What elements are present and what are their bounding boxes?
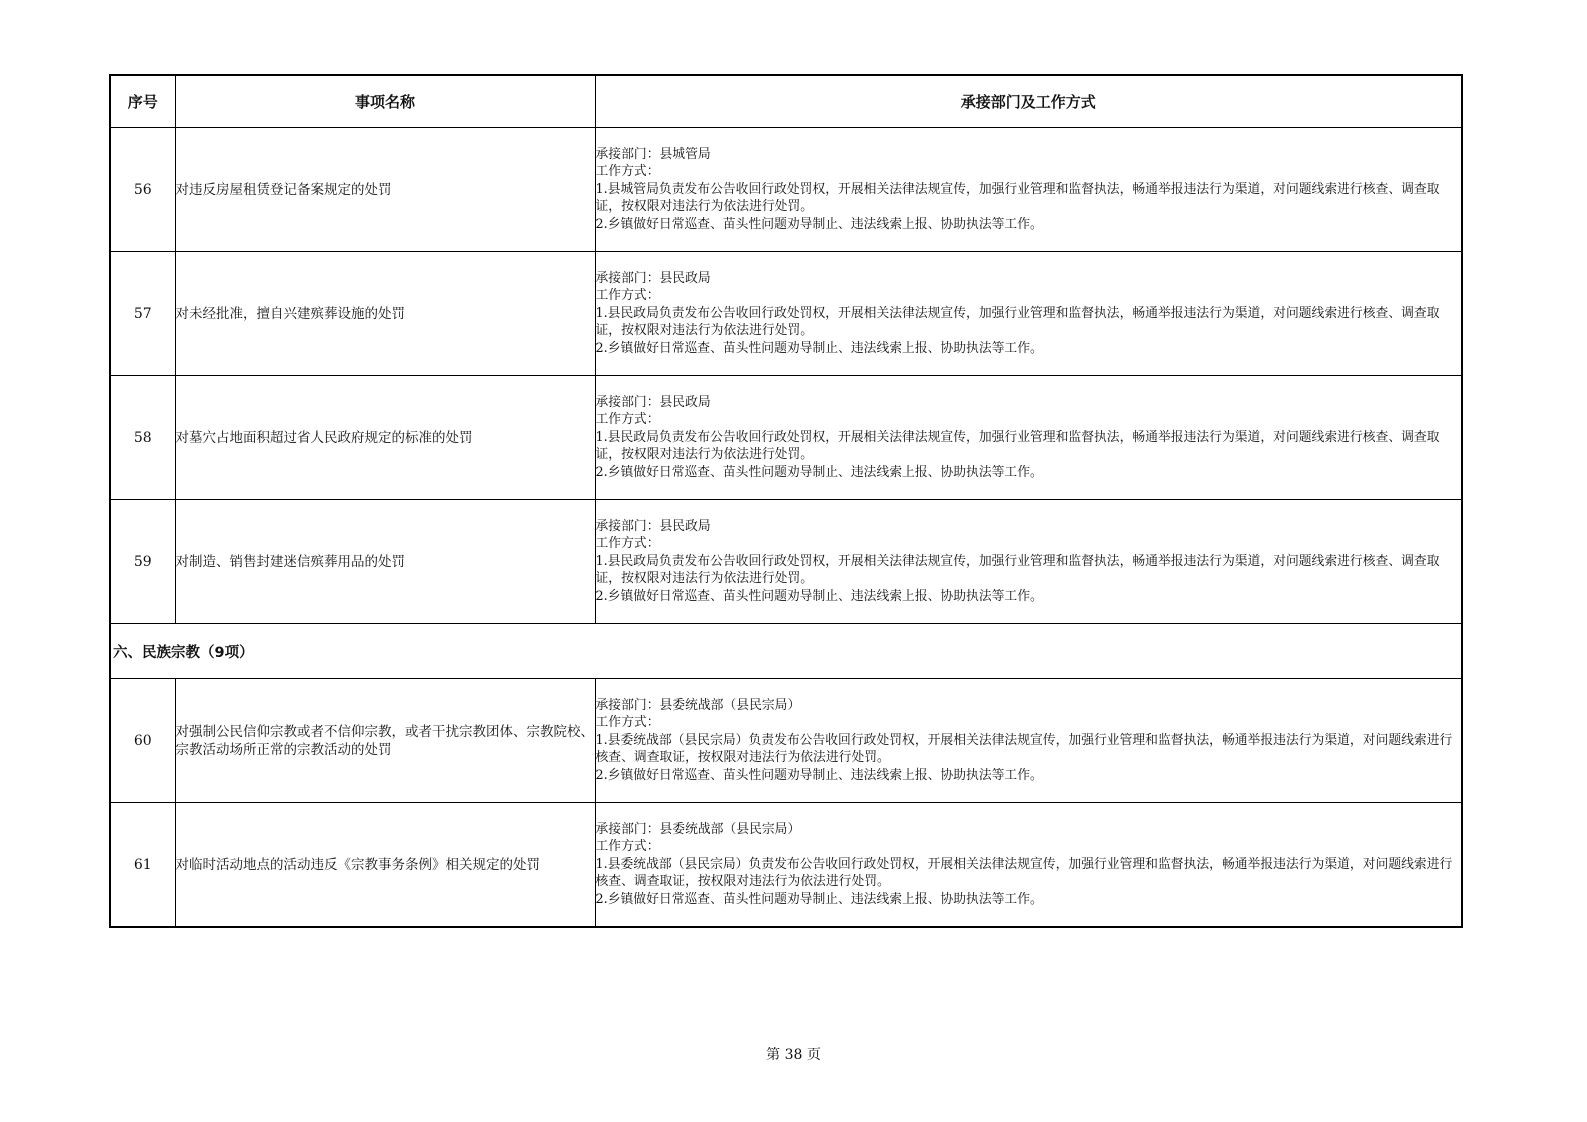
table-row (110, 252, 1462, 376)
page-number: 第 38 页 (766, 1047, 821, 1063)
department-line: 承接部门：县城管局 (595, 146, 711, 162)
row-department-method (595, 500, 1462, 624)
method-step-1: 1.县民政局负责发布公告收回行政处罚权，开展相关法律法规宣传，加强行业管理和监督执法，畅通举报违法行为渠道，对问题线索进行核查、调查取证，按权限对违法行为依法进行处罚。 (595, 553, 1440, 587)
header-serial-number: 序号 (110, 75, 175, 128)
method-step-1: 1.县委统战部（县民宗局）负责发布公告收回行政处罚权，开展相关法律法规宣传，加强行业管理和监督执法，畅通举报违法行为渠道，对问题线索进行核查、调查取证，按权限对违法行为依法进行处罚。 (595, 856, 1453, 890)
method-label: 工作方式： (595, 288, 660, 304)
matters-table (109, 74, 1463, 928)
method-step-2: 2.乡镇做好日常巡查、苗头性问题劝导制止、违法线索上报、协助执法等工作。 (595, 588, 1043, 604)
method-step-1: 1.县民政局负责发布公告收回行政处罚权，开展相关法律法规宣传，加强行业管理和监督执法，畅通举报违法行为渠道，对问题线索进行核查、调查取证，按权限对违法行为依法进行处罚。 (595, 429, 1440, 463)
department-line: 承接部门：县民政局 (595, 394, 711, 410)
row-department-method (595, 679, 1462, 803)
table-row (110, 803, 1462, 928)
method-step-2: 2.乡镇做好日常巡查、苗头性问题劝导制止、违法线索上报、协助执法等工作。 (595, 464, 1043, 480)
method-step-2: 2.乡镇做好日常巡查、苗头性问题劝导制止、违法线索上报、协助执法等工作。 (595, 891, 1043, 907)
method-label: 工作方式： (595, 715, 660, 731)
department-line: 承接部门：县民政局 (595, 270, 711, 286)
method-label: 工作方式： (595, 839, 660, 855)
header-department-method: 承接部门及工作方式 (595, 75, 1462, 128)
row-matter-name: 对违反房屋租赁登记备案规定的处罚 (175, 128, 595, 252)
row-matter-name: 对强制公民信仰宗教或者不信仰宗教，或者干扰宗教团体、宗教院校、宗教活动场所正常的宗教活动的处罚 (175, 679, 595, 803)
method-step-2: 2.乡镇做好日常巡查、苗头性问题劝导制止、违法线索上报、协助执法等工作。 (595, 767, 1043, 783)
method-label: 工作方式： (595, 164, 660, 180)
row-matter-name: 对未经批准，擅自兴建殡葬设施的处罚 (175, 252, 595, 376)
row-department-method (595, 803, 1462, 928)
row-department-method (595, 376, 1462, 500)
table-header-row (110, 75, 1462, 128)
row-department-method (595, 128, 1462, 252)
section-title: 六、民族宗教（9项） (110, 624, 1462, 679)
table-row (110, 128, 1462, 252)
method-step-1: 1.县委统战部（县民宗局）负责发布公告收回行政处罚权，开展相关法律法规宣传，加强行业管理和监督执法，畅通举报违法行为渠道，对问题线索进行核查、调查取证，按权限对违法行为依法进行处罚。 (595, 732, 1453, 766)
row-serial-number: 56 (110, 128, 175, 252)
table-row (110, 500, 1462, 624)
method-step-2: 2.乡镇做好日常巡查、苗头性问题劝导制止、违法线索上报、协助执法等工作。 (595, 216, 1043, 232)
method-step-2: 2.乡镇做好日常巡查、苗头性问题劝导制止、违法线索上报、协助执法等工作。 (595, 340, 1043, 356)
row-serial-number: 59 (110, 500, 175, 624)
row-matter-name: 对临时活动地点的活动违反《宗教事务条例》相关规定的处罚 (175, 803, 595, 928)
method-step-1: 1.县城管局负责发布公告收回行政处罚权，开展相关法律法规宣传，加强行业管理和监督执法，畅通举报违法行为渠道，对问题线索进行核查、调查取证，按权限对违法行为依法进行处罚。 (595, 181, 1440, 215)
row-serial-number: 57 (110, 252, 175, 376)
header-matter-name: 事项名称 (175, 75, 595, 128)
table-row (110, 376, 1462, 500)
row-matter-name: 对墓穴占地面积超过省人民政府规定的标准的处罚 (175, 376, 595, 500)
row-serial-number: 60 (110, 679, 175, 803)
row-serial-number: 58 (110, 376, 175, 500)
department-line: 承接部门：县委统战部（县民宗局） (595, 697, 801, 713)
table-row (110, 679, 1462, 803)
method-label: 工作方式： (595, 412, 660, 428)
method-label: 工作方式： (595, 536, 660, 552)
department-line: 承接部门：县委统战部（县民宗局） (595, 821, 801, 837)
row-matter-name: 对制造、销售封建迷信殡葬用品的处罚 (175, 500, 595, 624)
department-line: 承接部门：县民政局 (595, 518, 711, 534)
row-serial-number: 61 (110, 803, 175, 928)
method-step-1: 1.县民政局负责发布公告收回行政处罚权，开展相关法律法规宣传，加强行业管理和监督执法，畅通举报违法行为渠道，对问题线索进行核查、调查取证，按权限对违法行为依法进行处罚。 (595, 305, 1440, 339)
row-department-method (595, 252, 1462, 376)
section-header-row (110, 624, 1462, 679)
